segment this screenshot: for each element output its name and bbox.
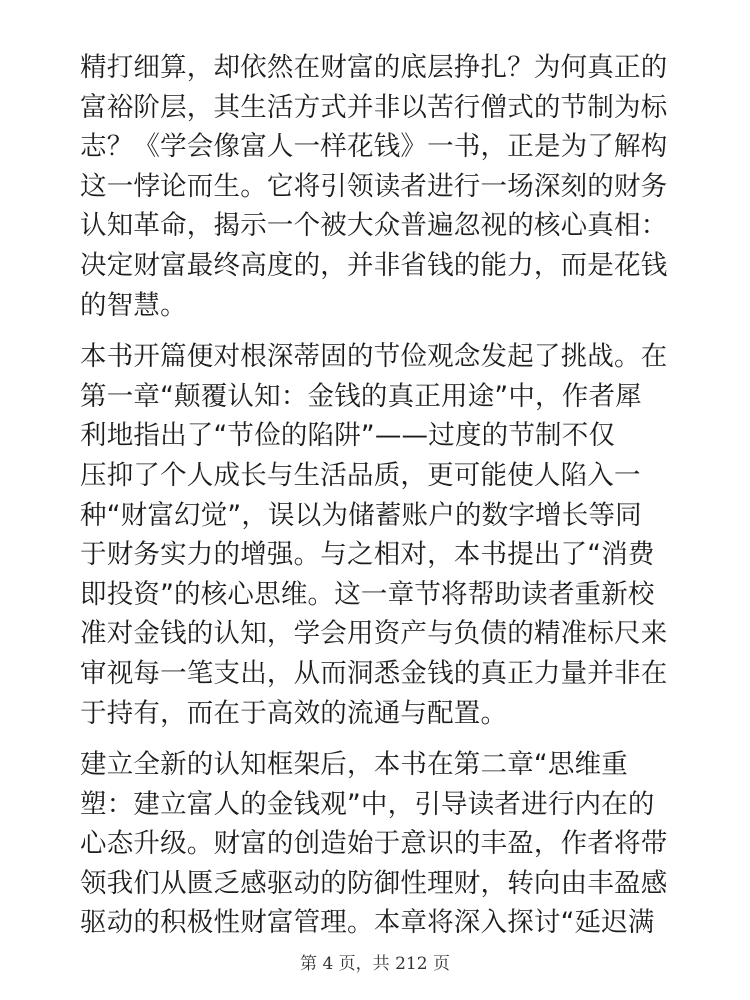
- text-line: 于持有，而在于高效的流通与配置。: [80, 697, 508, 729]
- text-line: 于财务实力的增强。与之相对，本书提出了“消费: [80, 539, 655, 571]
- text-line: 第一章“颠覆认知：金钱的真正用途”中，作者犀: [80, 380, 642, 412]
- text-line: 认知革命，揭示一个被大众普遍忽视的核心真相：: [80, 210, 668, 242]
- text-line: 领我们从匮乏感驱动的防御性理财，转向由丰盈感: [80, 867, 668, 899]
- text-line: 塑：建立富人的金钱观”中，引导读者进行内在的: [80, 788, 655, 820]
- text-line: 心态升级。财富的创造始于意识的丰盈，作者将带: [80, 828, 668, 860]
- text-line: 决定财富最终高度的，并非省钱的能力，而是花钱: [80, 249, 668, 281]
- text-line: 种“财富幻觉”，误以为储蓄账户的数字增长等同: [80, 499, 642, 531]
- text-line: 压抑了个人成长与生活品质，更可能使人陷入一: [80, 459, 641, 491]
- text-line: 富裕阶层，其生活方式并非以苦行僧式的节制为标: [80, 91, 668, 123]
- text-line: 建立全新的认知框架后，本书在第二章“思维重: [80, 749, 628, 781]
- text-line: 驱动的积极性财富管理。本章将深入探讨“延迟满: [80, 907, 655, 939]
- footer-prefix: 第: [300, 954, 323, 974]
- paragraph-2: [80, 337, 680, 733]
- text-line: 审视每一笔支出，从而洞悉金钱的真正力量并非在: [80, 657, 668, 689]
- paragraph-1: [80, 48, 680, 325]
- footer-suffix: 页: [427, 954, 450, 974]
- text-line: 的智慧。: [80, 289, 187, 321]
- paragraph-3: [80, 745, 680, 943]
- page-footer: [0, 952, 750, 976]
- current-page-number: 4: [322, 954, 334, 974]
- text-line: 利地指出了“节俭的陷阱”——过度的节制不仅: [80, 420, 616, 452]
- text-line: 志？《学会像富人一样花钱》一书，正是为了解构: [80, 131, 668, 163]
- text-line: 本书开篇便对根深蒂固的节俭观念发起了挑战。在: [80, 341, 668, 373]
- text-line: 即投资”的核心思维。这一章节将帮助读者重新校: [80, 578, 655, 610]
- footer-middle: 页，共: [333, 954, 396, 974]
- text-line: 准对金钱的认知，学会用资产与负债的精准标尺来: [80, 618, 668, 650]
- total-pages-number: 212: [395, 954, 428, 974]
- text-line: 精打细算，却依然在财富的底层挣扎？为何真正的: [80, 52, 668, 83]
- body-text: [80, 48, 680, 955]
- text-line: 这一悖论而生。它将引领读者进行一场深刻的财务: [80, 170, 668, 202]
